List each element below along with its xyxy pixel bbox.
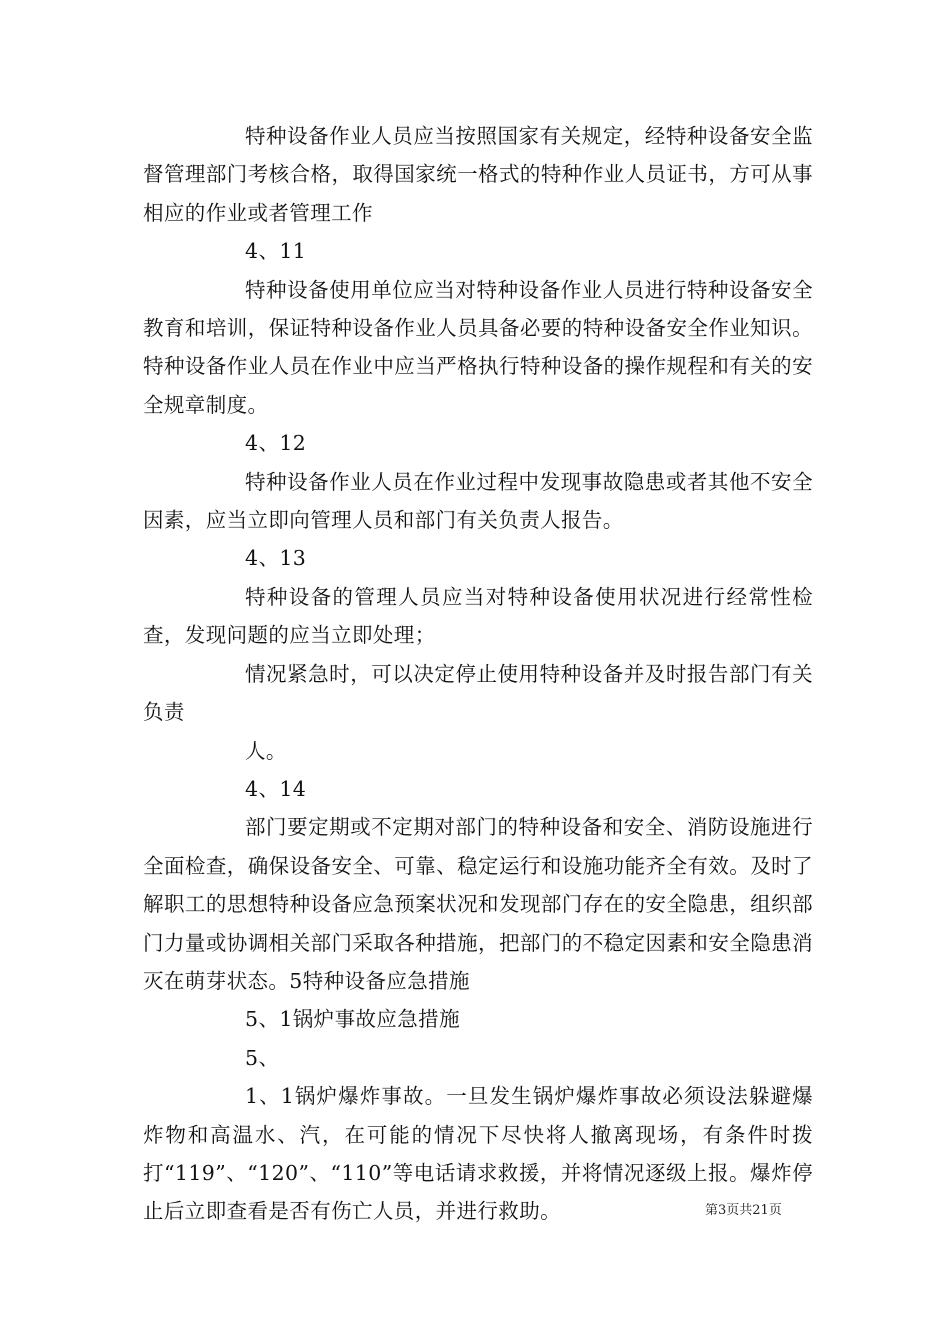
paragraph: 特种设备作业人员应当按照国家有关规定，经特种设备安全监督管理部门考核合格，取得国家统一格式的特种作业人员证书，方可从事相应的作业或者管理工作	[143, 124, 813, 225]
paragraph: 部门要定期或不定期对部门的特种设备和安全、消防设施进行全面检查，确保设备安全、可靠、稳定运行和设施功能齐全有效。及时了解职工的思想特种设备应急预案状况和发现部门存在的安全隐患，组织部门力量或协调相关部门采取各种措施，把部门的不稳定因素和安全隐患消灭在萌芽状态。5特种设备应急措施	[143, 815, 813, 993]
section-number: 4、12	[245, 431, 307, 456]
page-number-footer: 第3页共21页	[705, 1203, 782, 1218]
paragraph: 特种设备使用单位应当对特种设备作业人员进行特种设备安全教育和培训，保证特种设备作业人员具备必要的特种设备安全作业知识。特种设备作业人员在作业中应当严格执行特种设备的操作规程和有关的安全规章制度。	[143, 277, 813, 417]
paragraph: 1、1锅炉爆炸事故。一旦发生锅炉爆炸事故必须设法躲避爆炸物和高温水、汽，在可能的情况下尽快将人撤离现场，有条件时拨打“119”、“120”、“110”等电话请求救援，并将情况逐级上报。爆炸停止后立即查看是否有伤亡人员，并进行救助。	[143, 1084, 813, 1224]
paragraph: 情况紧急时，可以决定停止使用特种设备并及时报告部门有关负责	[143, 661, 813, 725]
paragraph: 人。	[245, 738, 287, 763]
section-number: 4、14	[245, 776, 307, 801]
section-number: 4、13	[245, 546, 307, 571]
paragraph: 特种设备作业人员在作业过程中发现事故隐患或者其他不安全因素，应当立即向管理人员和部门有关负责人报告。	[143, 469, 813, 533]
section-number: 5、	[245, 1045, 280, 1070]
section-heading: 5、1锅炉事故应急措施	[245, 1007, 460, 1032]
paragraph: 特种设备的管理人员应当对特种设备使用状况进行经常性检查，发现问题的应当立即处理；	[143, 584, 813, 648]
section-number: 4、11	[245, 239, 307, 264]
document-body	[143, 117, 813, 1231]
